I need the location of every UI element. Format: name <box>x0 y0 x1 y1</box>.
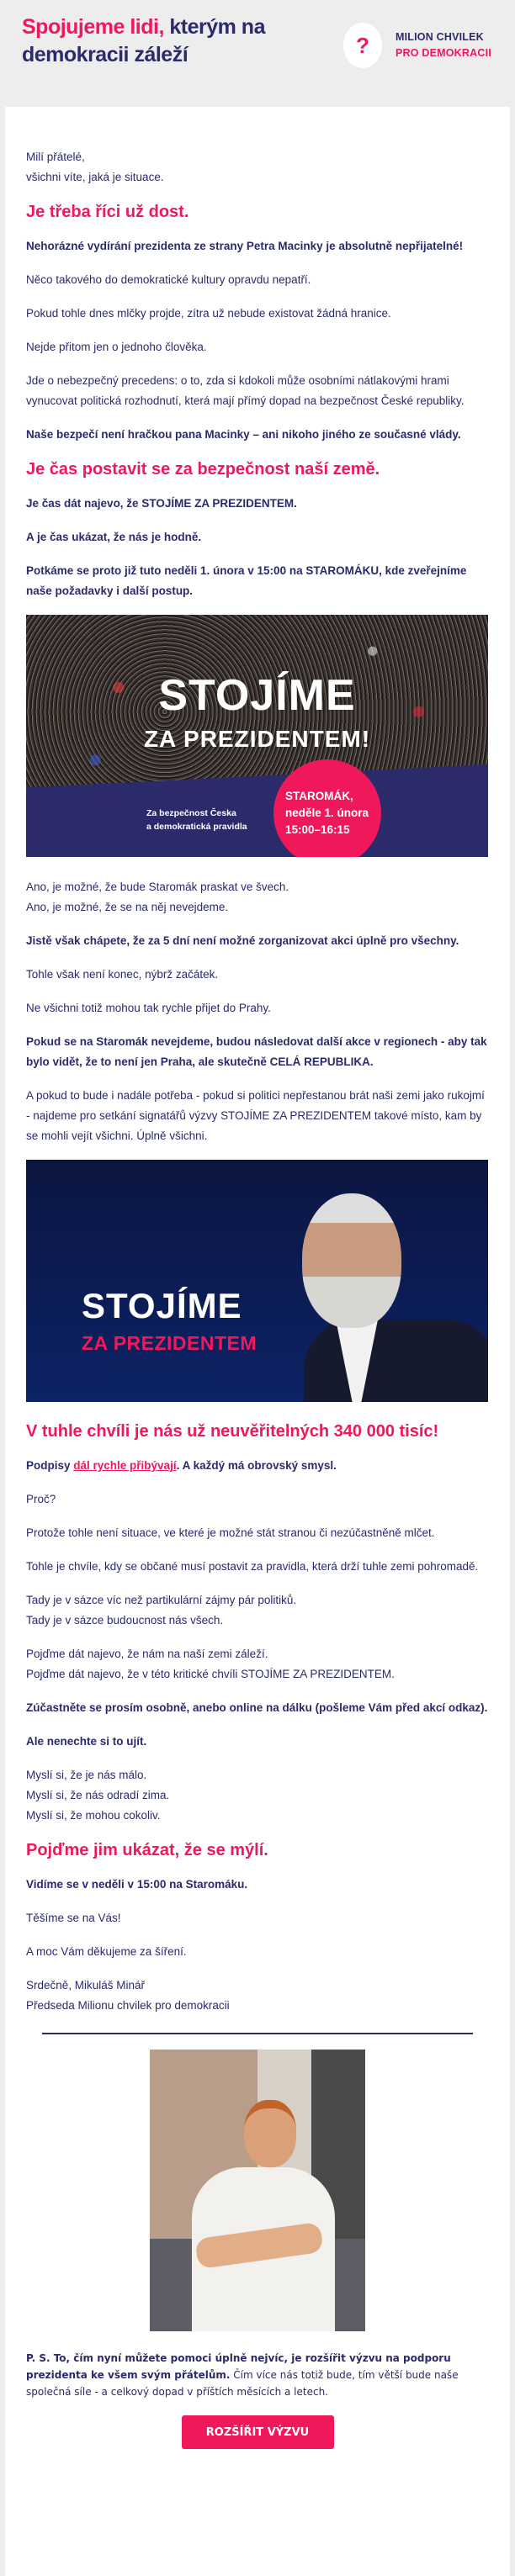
postscript: P. S. To, čím nyní můžete pomoci úplně nejvíc, je rozšířit výzvu na podporu prezidenta ke všem svým přátelům. Čím více nás totiž bude, tím větší bude naše společná síle - a celkový dopad v příštích měsících a letech. <box>26 2352 459 2398</box>
event-date: neděle 1. února <box>285 807 369 819</box>
event-place: STAROMÁK, <box>285 790 353 802</box>
portrait-head <box>302 1193 401 1328</box>
paragraph: A moc Vám děkujeme za šíření. <box>26 1945 187 1958</box>
logo-line1: MILION CHVILEK <box>396 31 484 43</box>
paragraph: Jistě však chápete, že za 5 dní není možné zorganizovat akci úplně pro všechny. <box>26 934 459 947</box>
heading-security: Je čas postavit se za bezpečnost naší země. <box>26 460 380 479</box>
paragraph: Je čas dát najevo, že STOJÍME ZA PREZIDENTEM. <box>26 497 297 510</box>
signature: Srdečně, Mikuláš Minář Předseda Milionu chvilek pro demokracii <box>26 1979 230 2012</box>
logo-mark-icon: ? <box>343 23 382 68</box>
event-banner-image[interactable] <box>26 615 488 857</box>
paragraph: A je čas ukázat, že nás je hodně. <box>26 531 202 543</box>
paragraph: Pojďme dát najevo, že nám na naší zemi záleží. Pojďme dát najevo, že v této kritické chvíli STOJÍME ZA PREZIDENTEM. <box>26 1648 395 1680</box>
share-call-button[interactable]: ROZŠÍŘIT VÝZVU <box>182 2415 334 2449</box>
banner-title: STOJÍME <box>82 1286 242 1325</box>
paragraph: Vidíme se v neděli v 15:00 na Staromáku. <box>26 1878 248 1891</box>
paragraph: Myslí si, že je nás málo. Myslí si, že nás odradí zima. Myslí si, že mohou cokoliv. <box>26 1769 170 1822</box>
paragraph: Tady je v sázce víc než partikulární zájmy pár politiků. Tady je v sázce budoucnost nás všech. <box>26 1594 297 1627</box>
divider <box>42 2033 473 2034</box>
paragraph: Něco takového do demokratické kultury opravdu nepatří. <box>26 273 311 286</box>
paragraph: Tohle je chvíle, kdy se občané musí postavit za pravidla, která drží tuhle zemi pohromadě. <box>26 1560 479 1573</box>
paragraph: Pokud tohle dnes mlčky projde, zítra už nebude existovat žádná hranice. <box>26 307 391 320</box>
paragraph: Podpisy dál rychle přibývají. A každý má obrovský smysl. <box>26 1459 337 1472</box>
paragraph: Zúčastněte se prosím osobně, anebo online na dálku (pošleme Vám před akcí odkaz). <box>26 1701 488 1714</box>
paragraph: Nehorázné vydírání prezidenta ze strany Petra Macinky je absolutně nepřijatelné! <box>26 240 464 252</box>
author-photo <box>150 2050 365 2331</box>
paragraph: Ale nenechte si to ujít. <box>26 1735 147 1748</box>
signatures-link[interactable]: dál rychle přibývají <box>73 1459 177 1472</box>
headline-highlight: Spojujeme lidi, <box>22 15 164 39</box>
banner-subtitle: ZA PREZIDENTEM <box>82 1332 258 1354</box>
greeting: Milí přátelé, všichni víte, jaká je situace. <box>26 151 164 183</box>
paragraph: Ano, je možné, že bude Staromák praskat ve švech. Ano, je možné, že se na něj nevejdeme. <box>26 881 289 913</box>
banner-tagline: Za bezpečnost Česka a demokratická pravidla <box>146 808 247 832</box>
event-time: 15:00–16:15 <box>285 823 350 836</box>
event-details-circle <box>273 759 381 857</box>
paragraph: Potkáme se proto již tuto neděli 1. února v 15:00 na STAROMÁKU, kde zveřejníme naše požadavky i další postup. <box>26 564 467 597</box>
paragraph: Protože tohle není situace, ve které je možné stát stranou či nezúčastněně mlčet. <box>26 1526 435 1539</box>
heading-enough: Je třeba říci už dost. <box>26 203 189 221</box>
paragraph: Jde o nebezpečný precedens: o to, zda si kdokoli může osobními nátlakovými hrami vynucovat politická rozhodnutí, která mají přímý dopad na bezpečnost České republiky. <box>26 374 465 407</box>
portrait-suit <box>304 1320 488 1402</box>
header-headline <box>22 13 300 69</box>
paragraph: Tohle však není konec, nýbrž začátek. <box>26 968 219 981</box>
paragraph: Těšíme se na Vás! <box>26 1912 121 1924</box>
banner-subtitle: ZA PREZIDENTEM! <box>143 726 371 752</box>
email-body <box>5 107 510 2576</box>
paragraph: A pokud to bude i nadále potřeba - pokud si politici nepřestanou brát naši zemi jako rukojmí - najdeme pro setkání signatářů výzvy STOJÍME ZA PREZIDENTEM takové místo, kam by se mohli vejít všichni. Úplně všichni. <box>26 1089 485 1142</box>
banner-band <box>26 764 488 857</box>
paragraph: Ne všichni totiž mohou tak rychle přijet do Prahy. <box>26 1002 271 1014</box>
heading-count: V tuhle chvíli je nás už neuvěřitelných 340 000 tisíc! <box>26 1422 439 1441</box>
paragraph: Nejde přitom jen o jednoho člověka. <box>26 341 207 353</box>
paragraph: Proč? <box>26 1493 56 1505</box>
paragraph: Naše bezpečí není hračkou pana Macinky – ani nikoho jiného ze současné vlády. <box>26 428 461 441</box>
banner-title: STOJÍME <box>158 671 356 720</box>
email-header <box>0 0 515 107</box>
president-banner-image[interactable] <box>26 1160 488 1402</box>
milion-chvilek-logo[interactable] <box>343 23 491 68</box>
headline-rest: kterým na demokracii záleží <box>22 15 265 66</box>
heading-show-them: Pojďme jim ukázat, že se mýlí. <box>26 1841 268 1859</box>
logo-line2: PRO DEMOKRACII <box>396 47 491 59</box>
paragraph: Pokud se na Staromák nevejdeme, budou následovat další akce v regionech - aby tak bylo vidět, že to není jen Praha, ale skutečně CELÁ REPUBLIKA. <box>26 1035 487 1068</box>
